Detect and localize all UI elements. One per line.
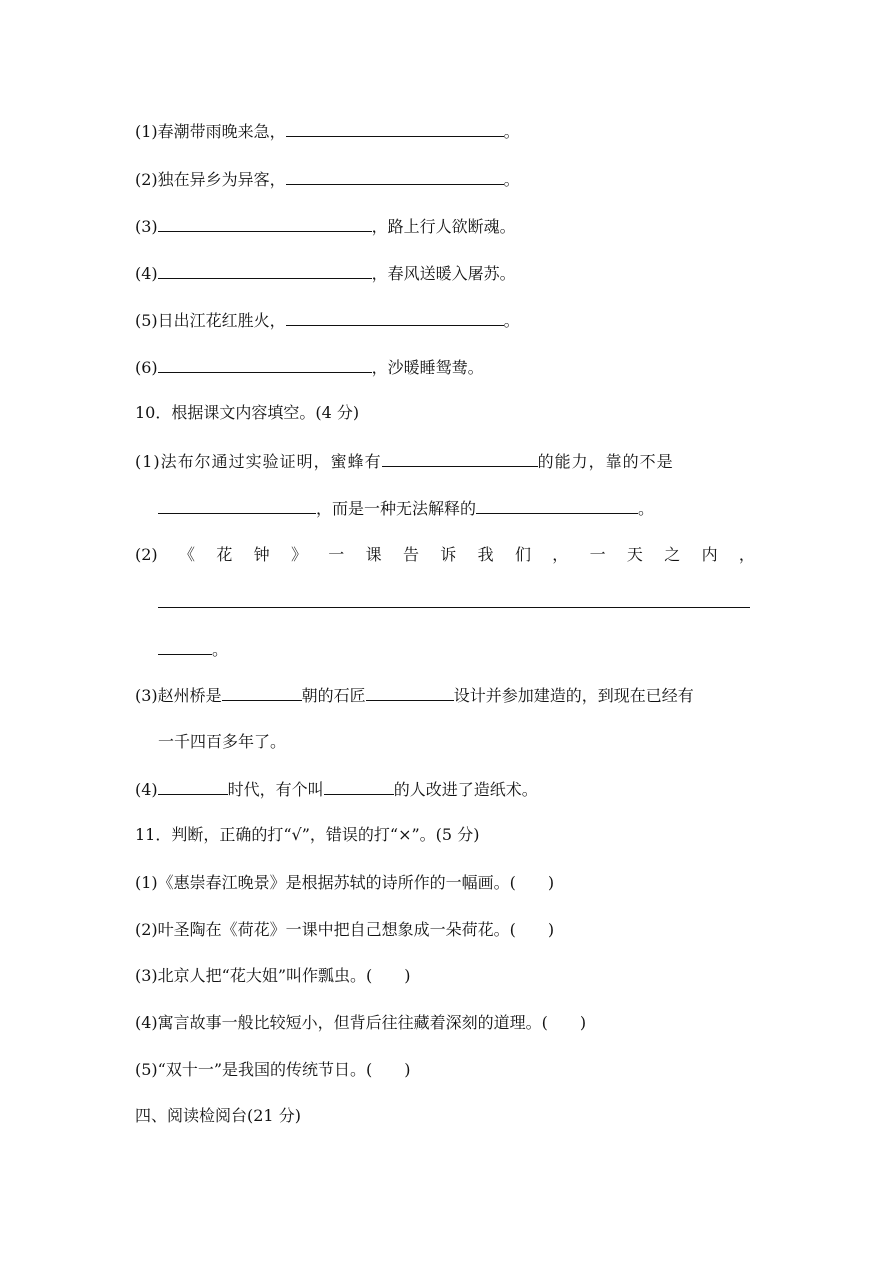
q10-item-2-char: ， [738,545,755,564]
q10-item-4-text-c: 的人改进了造纸术。 [393,780,538,799]
q10-item-2-char: 钟 [253,545,270,564]
q10-item-2-char: 之 [664,545,681,564]
q11-item-1[interactable]: (1)《惠崇春江晚景》是根据苏轼的诗所作的一幅画。( ) [135,873,555,892]
q9-item-2-text: (2)独在异乡为异客， [135,170,286,189]
q9-item-6-blank[interactable] [158,356,372,373]
q10-item-3-text-a: (3)赵州桥是 [135,686,222,705]
q10-item-3-line-2: 一千四百多年了。 [158,732,287,751]
q10-item-3-blank-2[interactable] [366,684,454,701]
q10-item-4-blank-2[interactable] [324,778,394,795]
q10-item-2-char: 花 [216,545,233,564]
q10-item-4 [135,778,538,801]
q10-item-1-blank-3[interactable] [476,497,638,514]
q9-item-3-end: ，路上行人欲断魂。 [371,217,516,236]
q9-item-4-end: ，春风送暖入屠苏。 [371,264,516,283]
q9-item-2 [135,168,520,191]
q9-item-6-end: ，沙暖睡鸳鸯。 [371,358,484,377]
q9-item-1-blank[interactable] [286,120,504,137]
q9-item-3-blank[interactable] [158,215,372,232]
q10-item-2-char: 》 [290,545,307,564]
q10-item-2-line-3 [158,638,228,661]
q9-item-3 [135,215,516,238]
q10-item-3-line-1 [135,684,694,707]
q10-item-1-line-1 [135,450,674,473]
q9-item-5-blank[interactable] [286,309,504,326]
q10-item-2-line-1 [135,544,755,566]
q10-item-2-blank-short[interactable] [158,638,212,655]
q10-item-1-blank-2[interactable] [158,497,316,514]
q10-item-2-char: 《 [178,545,195,564]
q10-item-2-char: 一 [328,545,345,564]
q10-item-3-blank-1[interactable] [222,684,302,701]
q10-item-2-char: ， [552,545,569,564]
q11-title: 11．判断，正确的打“√”，错误的打“×”。(5 分) [135,825,480,844]
q10-item-1-text-c: ，而是一种无法解释的 [316,499,477,518]
q9-item-4-text: (4) [135,264,158,283]
q10-item-2-blank-long[interactable] [158,607,750,608]
q9-item-2-end: 。 [503,170,520,189]
q9-item-4-blank[interactable] [158,262,372,279]
q10-item-2-char: 我 [477,545,494,564]
q10-item-2-char: 天 [626,545,643,564]
q9-item-1 [135,120,520,143]
q10-item-2-char: 们 [514,545,531,564]
q9-item-3-text: (3) [135,217,158,236]
q10-item-1-text-d: 。 [638,499,655,518]
q10-item-1-line-2 [158,497,654,520]
q10-item-2-char: (2) [135,545,158,564]
q9-item-1-text: (1)春潮带雨晚来急， [135,122,286,141]
q10-item-4-text-b: 时代，有个叫 [227,780,324,799]
q9-item-1-end: 。 [503,122,520,141]
q9-item-2-blank[interactable] [286,168,504,185]
q10-item-2-char: 课 [365,545,382,564]
q9-item-5-end: 。 [503,311,520,330]
q10-item-1-text-a: (1)法布尔通过实验证明，蜜蜂有 [135,452,382,471]
q10-item-2-char: 诉 [440,545,457,564]
q11-item-3[interactable]: (3)北京人把“花大姐”叫作瓢虫。( ) [135,966,411,985]
section-4-heading: 四、阅读检阅台(21 分) [135,1106,301,1125]
q10-title: 10．根据课文内容填空。(4 分) [135,403,360,422]
q10-item-1-text-b: 的能力，靠的不是 [537,452,674,471]
q11-item-4[interactable]: (4)寓言故事一般比较短小，但背后往往藏着深刻的道理。( ) [135,1013,587,1032]
q11-item-5[interactable]: (5)“双十一”是我国的传统节日。( ) [135,1060,411,1079]
q9-item-6-text: (6) [135,358,158,377]
q10-item-2-char: 一 [589,545,606,564]
q9-item-4 [135,262,516,285]
q10-item-3-text-c: 设计并参加建造的，到现在已经有 [453,686,694,705]
q9-item-5 [135,309,520,332]
q10-item-2-end: 。 [212,640,229,659]
q10-item-3-text-b: 朝的石匠 [301,686,366,705]
q10-item-4-blank-1[interactable] [158,778,228,795]
q9-item-5-text: (5)日出江花红胜火， [135,311,286,330]
q10-item-4-text-a: (4) [135,780,158,799]
q9-item-6 [135,356,484,379]
q10-item-1-blank-1[interactable] [382,450,538,467]
q11-item-2[interactable]: (2)叶圣陶在《荷花》一课中把自己想象成一朵荷花。( ) [135,920,555,939]
q10-item-2-char: 内 [701,545,718,564]
q10-item-2-char: 告 [402,545,419,564]
